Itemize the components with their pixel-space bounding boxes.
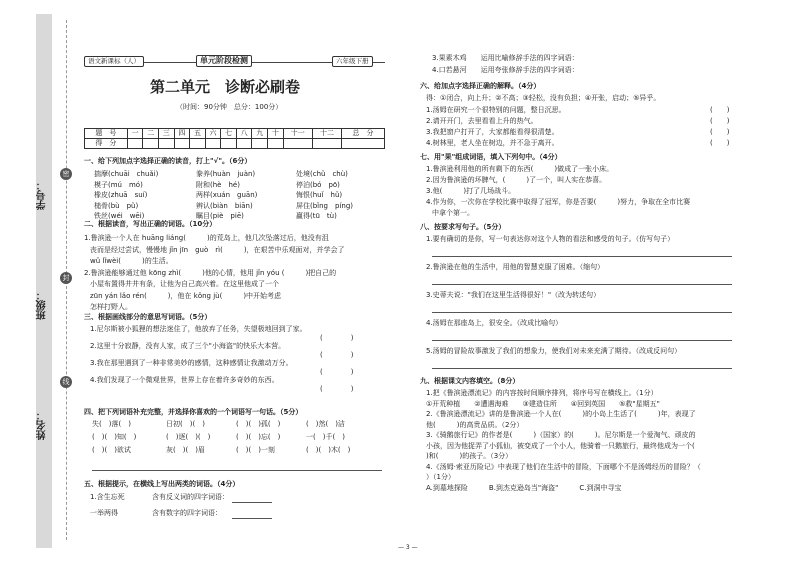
q4-cell[interactable]: 失( )落( ) xyxy=(92,420,131,428)
book-tag: 语文新课标（人） xyxy=(84,56,144,67)
q6-intro: 得：①闭合，向上升；②不高；③轻松，没有负担；④开张，启动；⑤异乎。 xyxy=(426,94,661,102)
score-cell[interactable] xyxy=(342,139,385,149)
q8-answer-line[interactable] xyxy=(432,256,732,257)
score-header-cell: 三 xyxy=(159,129,175,139)
q1-option: 模子(mú mó) xyxy=(94,180,143,189)
q8-answer-line[interactable] xyxy=(432,312,732,313)
q5-title: 五、根据提示，在横线上写出两类的词语。（4分） xyxy=(84,480,240,488)
score-cell[interactable] xyxy=(283,139,312,149)
q3-answer[interactable]: ( ) xyxy=(320,334,354,342)
score-cell[interactable] xyxy=(312,139,341,149)
q4-cell[interactable]: 日初( )( ) xyxy=(166,420,205,428)
score-header-cell: 四 xyxy=(174,129,190,139)
score-cell[interactable] xyxy=(174,139,190,149)
q2-line: zūn yán lǎo rén( )，他在 kǒng jù( )中开始考虑 xyxy=(90,291,282,300)
q9-item: 3.《骑鹅旅行记》的作者是( )（国家）的( )。尼尔斯是一个爱淘气、顽皮的 xyxy=(426,431,696,439)
q4-sentence-blank[interactable] xyxy=(92,470,382,471)
q8-answer-line[interactable] xyxy=(432,340,732,341)
q5-answer-blank[interactable] xyxy=(232,518,272,519)
score-header-cell: 十 xyxy=(268,129,284,139)
q1-option: 屏住(bǐng píng) xyxy=(296,201,353,210)
name-label: 姓名： xyxy=(37,410,48,440)
q4-cell[interactable]: 灰( )( )眉 xyxy=(166,446,205,454)
score-cell[interactable] xyxy=(205,139,221,149)
q9-item: 小孩，因为他捉弄了小狐仙，被变成了一个小人，他骑着一只鹅旅行，最终他成为一个( xyxy=(426,441,716,450)
q2-title: 二、根据读音，写出正确的词语。（10分） xyxy=(84,220,217,228)
q4-cell[interactable]: ( )( )欲试 xyxy=(92,446,131,454)
q8-item: 4.汤姆在那座岛上，很安全。（改成比喻句） xyxy=(426,319,563,327)
q3-item: 1.尼尔斯被小狐狸的想法迷住了，他放弃了任务，失望极地回到了家。 xyxy=(90,325,307,333)
q1-option: 赢得(tū tù) xyxy=(296,212,337,220)
student-id-label: 学号： xyxy=(37,180,48,210)
q8-title: 八、按要求写句子。（5分） xyxy=(420,223,506,231)
q1-option: 附和(hè hé) xyxy=(196,180,240,189)
score-header-cell: 五 xyxy=(190,129,206,139)
q1-option: 揣摩(chuāi chuǎi) xyxy=(94,170,159,178)
q9-item: 他( )的高贵品质。（2分） xyxy=(426,420,524,429)
q4-cell[interactable]: ( )( )知( ) xyxy=(92,433,137,441)
q1-option: 两样(xuán guān) xyxy=(196,191,258,199)
q6-answer[interactable]: ( ) xyxy=(710,128,730,136)
q1-option: 槌骨(bù pǔ) xyxy=(94,201,139,210)
q3-answer[interactable]: ( ) xyxy=(320,351,354,359)
q7-item: 1.鲁滨逊利用他的所有剩下的东西( )做成了一张小床。 xyxy=(426,165,614,173)
q9-item: 4.《汤姆·索亚历险记》中表现了他们在生活中的冒险，下面哪个不是汤姆经历的冒险？（ xyxy=(426,462,708,471)
page-number: — 3 — xyxy=(398,544,418,551)
class-label: 班级： xyxy=(37,290,48,320)
score-cell[interactable] xyxy=(268,139,284,149)
q6-answer[interactable]: ( ) xyxy=(710,139,730,147)
q9-item: A.到墓地探险 B.到杰克逊岛当"海盗" C.到洞中寻宝 xyxy=(426,483,622,492)
q4-cell[interactable]: ( )( )木( ) xyxy=(306,446,351,454)
score-header-cell: 七 xyxy=(221,129,237,139)
q6-answer[interactable]: ( ) xyxy=(710,117,730,125)
score-cell[interactable] xyxy=(143,139,159,149)
q9-item: 1.把《鲁滨逊漂流记》的内容按时间顺序排列，将序号写在横线上。（1分） xyxy=(426,389,658,397)
q5-item: 1.含生忘死 xyxy=(90,493,125,501)
q2-line: 2.鲁滨逊能够通过他 kōng zhì( )他的心情，他用 jǐn yóu ( )把自己的 xyxy=(84,268,337,277)
score-cell[interactable] xyxy=(252,139,268,149)
q6-answer[interactable]: ( ) xyxy=(710,106,730,114)
score-row-label: 得 分 xyxy=(85,139,128,149)
q7-item: 3.他( )打了几场战斗。 xyxy=(426,187,516,195)
q8-answer-line[interactable] xyxy=(432,284,732,285)
q4-cell[interactable]: ( )然( )洁 xyxy=(306,420,345,428)
score-header-cell: 一 xyxy=(127,129,143,139)
q4-cell[interactable]: 一( )千( ) xyxy=(306,433,345,441)
score-header-cell: 六 xyxy=(205,129,221,139)
stage-tag: 单元阶段检测 xyxy=(196,55,252,67)
q8-item: 1.要有确切的是你，写一句表达你对这个人物的看法和感受的句子。（仿写句子） xyxy=(426,235,675,243)
q3-item: 2.这里十分寂静，没有人家，成了三个"小海盗"的快乐大本营。 xyxy=(90,342,286,350)
q2-line: 怎样打野人。 xyxy=(90,303,132,311)
page-subtitle: （时间：90分钟 总分：100分） xyxy=(176,103,283,111)
q8-answer-line[interactable] xyxy=(432,368,732,369)
q1-option: 处境(chǔ chù) xyxy=(296,170,348,178)
seal-mark: 封 xyxy=(60,272,72,284)
q2-line: 丧而是经过尝试，慢慢地 jǐn jīn guò rì( )，在艰苦中乐观面对，并学会了 xyxy=(90,245,345,254)
q9-item: 2.《鲁滨逊漂流记》讲的是鲁滨逊一个人在( )的小岛上生活了( )年，表现了 xyxy=(426,410,696,418)
q1-option: 悔恨(huǐ hǔ) xyxy=(296,191,343,199)
q3-item: 3.我在那里遇到了一种非常美妙的感情，这种感情让我激动万分。 xyxy=(90,359,293,367)
score-header-cell: 题 号 xyxy=(85,129,128,139)
score-header-cell: 八 xyxy=(236,129,252,139)
q3-title: 三、根据画线部分的意思写词语。（5分） xyxy=(84,313,212,321)
page-title: 第二单元 诊断必刷卷 xyxy=(150,78,301,96)
q9-item: ①开荒种植 ②遭遇海难 ③建造住所 ④回到英国 ⑤救"星期五" xyxy=(426,399,660,408)
q8-item: 2.鲁滨逊在他的生活中，用他的智慧克服了困难。（缩句） xyxy=(426,263,605,271)
score-header-cell: 十一 xyxy=(283,129,312,139)
q4-cell[interactable]: ( )( )忘( ) xyxy=(236,433,281,441)
score-header-cell: 二 xyxy=(143,129,159,139)
q5-hint: 含有反义词的四字词语： xyxy=(152,493,229,501)
q5-item: 一举两得 xyxy=(90,509,118,517)
right-item: 4.口若悬河 运用夸张修辞手法的四字词语： xyxy=(432,66,579,74)
grade-tag: 六年级下册 xyxy=(332,56,373,67)
q1-option: 停泊(bó pō) xyxy=(296,180,340,189)
score-header-cell: 十二 xyxy=(312,129,341,139)
q1-option: 瞩目(piè piē) xyxy=(196,212,244,220)
q9-title: 九、根据课文内容填空。（8分） xyxy=(420,377,520,385)
q7-title: 七、用"果"组成词语，填入下列句中。（4分） xyxy=(420,153,562,161)
q4-cell[interactable]: ( )( )孤( ) xyxy=(236,420,281,428)
q9-item: ）（1分） xyxy=(426,473,455,481)
q6-item: 3.我把窗户打开了，大家都能看得很清楚。 xyxy=(426,128,559,136)
q4-title: 四、把下列词语补充完整，并选择你喜欢的一个词语写一句话。（5分） xyxy=(84,408,303,416)
seal-mark: 密 xyxy=(60,168,72,180)
q1-title: 一、给下列加点字选择正确的读音，打上"√"。（6分） xyxy=(84,157,252,165)
score-cell[interactable] xyxy=(236,139,252,149)
q3-item: 4.我们发现了一个微观世界，世界上存在着许多奇妙的东西。 xyxy=(90,376,279,384)
score-cell[interactable] xyxy=(159,139,175,149)
score-header-cell: 九 xyxy=(252,129,268,139)
q2-line: 1.鲁滨逊一个人在 huāng liáng( )的荒岛上，他几次坠落过后，他没有沮 xyxy=(84,234,329,242)
q7-item: 中拿个第一。 xyxy=(432,209,474,217)
q7-item: 2.因为鲁滨逊的坏脾气，( )了一个，叫人实在恭喜。 xyxy=(426,176,607,184)
score-header-cell: 总 分 xyxy=(342,129,385,139)
q3-answer[interactable]: ( ) xyxy=(320,385,354,393)
score-cell[interactable] xyxy=(190,139,206,149)
q5-answer-blank[interactable] xyxy=(232,502,272,503)
q8-item: 5.汤姆的冒险故事激发了我们的想象力，使我们对未来充满了期待。（改成反问句） xyxy=(426,347,682,355)
score-cell[interactable] xyxy=(221,139,237,149)
score-cell[interactable] xyxy=(127,139,143,149)
q1-option: 铁丝(wéi wēi) xyxy=(94,212,145,220)
right-item: 3.果素木鸡 运用比喻修辞手法的四字词语： xyxy=(432,54,579,62)
q5-hint: 含有数字的四字词语： xyxy=(152,509,222,517)
q7-item: 4.作为你，一次你在学校比赛中取得了冠军，你是否要( )努力，争取在全市比赛 xyxy=(426,198,691,206)
q4-cell[interactable]: ( )( )一刻 xyxy=(236,446,275,454)
q1-option: 豢养(huàn juàn) xyxy=(196,170,256,178)
q8-item: 3.史蒂夫说："我们在这里生活得很好！"（改为转述句） xyxy=(426,291,601,299)
q6-item: 2.请开开门，去里看看上升的热气。 xyxy=(426,117,538,125)
score-table xyxy=(84,128,385,149)
q2-line: wǔ lǐwèi( )的生活。 xyxy=(90,257,173,265)
q6-item: 1.汤姆在研究一个很特别的问题，整日沉思。 xyxy=(426,106,566,114)
q3-answer[interactable]: ( ) xyxy=(320,368,354,376)
q6-item: 4.树林里，老人坐在树边，并不急于离开。 xyxy=(426,139,559,147)
q9-item: )和( )的孩子。（3分） xyxy=(426,452,513,460)
q2-line: 小屋布置得井井有条，让他为自己高兴着。在这里他成了一个 xyxy=(90,280,279,288)
q4-cell[interactable]: ( )逐( )( ) xyxy=(166,433,211,441)
seal-mark: 线 xyxy=(60,376,72,388)
q6-title: 六、给加点字选择正确的解释。（4分） xyxy=(420,82,541,90)
q1-option: 橡皮(zhuā suí) xyxy=(94,191,148,199)
q1-option: 辨认(biàn biān) xyxy=(196,201,253,210)
binding-strip xyxy=(36,14,52,548)
